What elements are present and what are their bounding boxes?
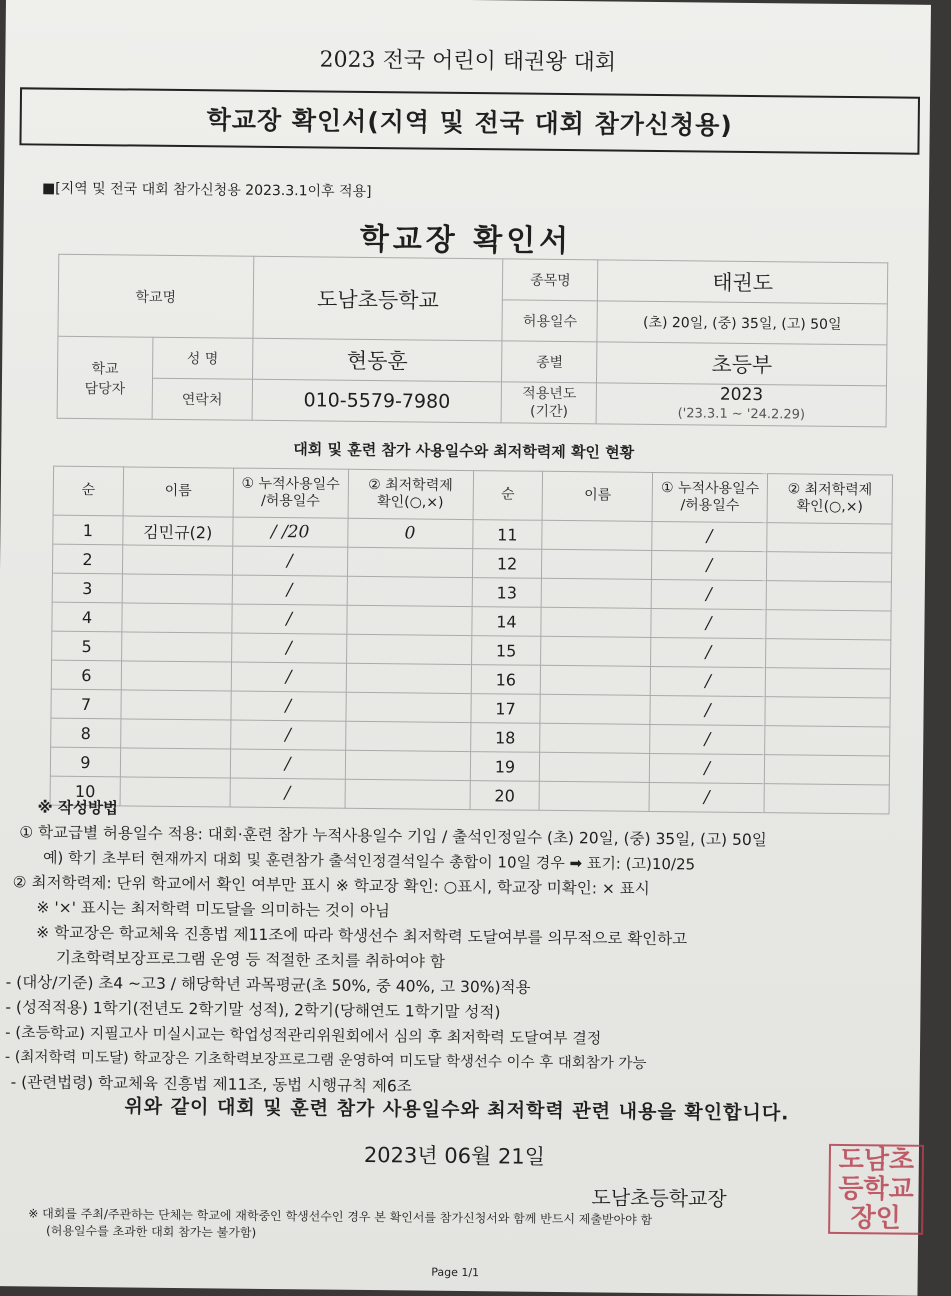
- row-check-right: [766, 610, 891, 640]
- row-no-right: 12: [472, 549, 542, 579]
- header-no: 순: [53, 466, 123, 516]
- row-days: /: [230, 720, 345, 750]
- note-line: ※ 학교장은 학교체육 진흥법 제11조에 따라 학생선수 최저학력 도달여부를 의무적으로 확인하고: [36, 923, 688, 949]
- row-no-right: 17: [470, 694, 540, 724]
- row-name-right: [541, 607, 651, 637]
- row-no-right: 14: [471, 607, 541, 637]
- row-no-right: 20: [470, 781, 540, 811]
- row-check-right: [767, 552, 892, 582]
- row-name-right: [542, 520, 652, 550]
- event-title: 2023 전국 어린이 태권왕 대회: [319, 47, 617, 76]
- row-days-right: /: [649, 782, 764, 812]
- allowed-value: (초) 20일, (중) 35일, (고) 50일: [597, 301, 887, 345]
- issue-date: 2023년 06월 21일: [363, 1142, 546, 1169]
- row-no: 2: [52, 544, 122, 574]
- row-no: 4: [52, 602, 122, 632]
- row-name-right: [540, 694, 650, 724]
- row-check: [346, 663, 471, 693]
- contact-label: 연락처: [152, 378, 252, 420]
- row-days-right: /: [652, 521, 767, 551]
- row-check: [347, 547, 472, 577]
- header-name-right: 이름: [542, 471, 652, 521]
- row-days: /: [230, 778, 345, 808]
- row-days: /: [232, 604, 347, 634]
- sport-label: 종목명: [503, 259, 598, 301]
- row-name: [121, 661, 231, 691]
- header-no-right: 순: [473, 471, 543, 521]
- row-check: [347, 576, 472, 606]
- note-line: 예) 학기 초부터 현재까지 대회 및 훈련참가 출석인정결석일수 총합이 10일 경우 ➡ 표기: (고)10/25: [42, 848, 696, 874]
- school-label: 학교명: [58, 254, 254, 338]
- header-check: ② 최저학력제 확인(○,×): [348, 469, 473, 519]
- row-no-right: 13: [472, 578, 542, 608]
- row-days-right: /: [650, 695, 765, 725]
- row-days-right: /: [650, 666, 765, 696]
- footnote-line: (허용일수를 초과한 대회 참가는 불가함): [46, 1223, 257, 1240]
- row-check-right: [766, 581, 891, 611]
- row-check-right: [765, 726, 890, 756]
- row-name-right: [540, 723, 650, 753]
- row-name-right: [542, 578, 652, 608]
- table-title: 대회 및 훈련 참가 사용일수와 최저학력제 확인 현황: [293, 440, 635, 462]
- row-check-right: [765, 668, 890, 698]
- page-number: Page 1/1: [431, 1265, 480, 1280]
- row-name: [122, 574, 232, 604]
- row-check-right: [764, 755, 889, 785]
- note-line: - (성적적용) 1학기(전년도 2학기말 성적), 2학기(당해연도 1학기말 성적): [5, 998, 501, 1022]
- row-check-right: [766, 639, 891, 669]
- header-check-right: ② 최저학력제 확인(○,×): [767, 474, 892, 524]
- row-days-right: /: [650, 724, 765, 754]
- row-no: 7: [51, 689, 121, 719]
- row-days: /: [232, 575, 347, 605]
- note-line: - (초등학교) 지필고사 미실시교는 학업성적관리위원회에서 심의 후 최저학력 도달여부 결정: [5, 1023, 602, 1048]
- row-check: [346, 605, 471, 635]
- row-days: / /20: [233, 517, 348, 547]
- row-no-right: 18: [470, 723, 540, 753]
- row-name: 김민규(2): [123, 516, 233, 546]
- row-check: 0: [347, 518, 472, 548]
- row-check: [346, 634, 471, 664]
- row-no: 8: [51, 718, 121, 748]
- row-name-right: [540, 752, 650, 782]
- note-line: ① 학교급별 허용일수 적용: 대회·훈련 참가 누적사용일수 기입 / 출석인정일수 (초) 20일, (중) 35일, (고) 50일: [19, 823, 767, 850]
- row-days: /: [231, 691, 346, 721]
- note-line: ※ '×' 표시는 최저학력 미도달을 의미하는 것이 아님: [36, 898, 391, 921]
- row-check: [345, 750, 470, 780]
- header-days-right: ① 누적사용일수 /허용일수: [652, 472, 767, 522]
- row-no-right: 11: [472, 520, 542, 550]
- row-no-right: 15: [471, 636, 541, 666]
- division-value: 초등부: [597, 342, 887, 386]
- row-days: /: [232, 546, 347, 576]
- row-name: [122, 545, 232, 575]
- row-no: 1: [53, 515, 123, 545]
- row-no: 3: [52, 573, 122, 603]
- name-value: 현동훈: [252, 338, 502, 382]
- header-days: ① 누적사용일수 /허용일수: [233, 468, 348, 518]
- note-line: - (대상/기준) 초4 ~고3 / 해당학년 과목평균(초 50%, 중 40%, 고 30%)적용: [5, 973, 531, 997]
- row-no-right: 19: [470, 752, 540, 782]
- note-line: ※ 작성방법: [37, 798, 118, 818]
- row-name: [121, 690, 231, 720]
- row-check: [346, 692, 471, 722]
- doc-title: 학교장 확인서: [359, 221, 573, 260]
- row-check: [345, 721, 470, 751]
- row-name: [121, 632, 231, 662]
- footnote-line: ※ 대회를 주최/주관하는 단체는 학교에 재학중인 학생선수인 경우 본 확인서를 참가신청서와 함께 반드시 제출받아야 함: [28, 1206, 653, 1227]
- row-no: 10: [50, 776, 120, 806]
- row-check-right: [765, 697, 890, 727]
- row-name-right: [541, 665, 651, 695]
- row-name-right: [541, 636, 651, 666]
- row-name: [122, 603, 232, 633]
- note-line: - (관련법령) 학교체육 진흥법 제11조, 동법 시행규칙 제6조: [10, 1073, 412, 1096]
- name-label: 성 명: [152, 337, 252, 379]
- info-table: [57, 254, 889, 428]
- sub-note: ■[지역 및 전국 대회 참가신청용 2023.3.1이후 적용]: [41, 180, 372, 200]
- row-no-right: 16: [471, 665, 541, 695]
- school-value: 도남초등학교: [253, 256, 504, 341]
- manager-label: 학교 담당자: [57, 336, 153, 419]
- row-check-right: [767, 523, 892, 553]
- row-days-right: /: [651, 608, 766, 638]
- row-name: [120, 748, 230, 778]
- division-label: 종별: [502, 341, 597, 383]
- row-days: /: [230, 749, 345, 779]
- row-name: [121, 719, 231, 749]
- confirm-text: 위와 같이 대회 및 훈련 참가 사용일수와 최저학력 관련 내용을 확인합니다.: [124, 1095, 790, 1125]
- row-days-right: /: [652, 550, 767, 580]
- row-no: 6: [51, 660, 121, 690]
- row-days: /: [231, 633, 346, 663]
- year-period: ('23.3.1 ~ '24.2.29): [677, 406, 806, 423]
- header-box: 학교장 확인서(지역 및 전국 대회 참가신청용): [19, 87, 920, 154]
- row-days-right: /: [651, 579, 766, 609]
- header-name: 이름: [123, 467, 233, 517]
- row-days-right: /: [651, 637, 766, 667]
- school-seal: 도남초 등학교 장인: [828, 1144, 924, 1235]
- footnote: [28, 1205, 908, 1248]
- row-no: 9: [50, 747, 120, 777]
- year-label: 적용년도 (기간): [502, 382, 597, 424]
- notes-section: [5, 795, 928, 1105]
- note-line: - (최저학력 미도달) 학교장은 기초학력보장프로그램 운영하여 미도달 학생선수 이수 후 대회참가 가능: [4, 1049, 647, 1072]
- contact-value: 010-5579-7980: [252, 379, 502, 423]
- note-line: 기초학력보장프로그램 운영 등 적절한 조치를 취하여야 함: [55, 948, 445, 971]
- row-name-right: [542, 549, 652, 579]
- principal-name: 도남초등학교장: [591, 1185, 727, 1211]
- row-days: /: [231, 662, 346, 692]
- row-no: 5: [52, 631, 122, 661]
- row-days-right: /: [650, 753, 765, 783]
- note-line: ② 최저학력제: 단위 학교에서 확인 여부만 표시 ※ 학교장 확인: ○표시, 학교장 미확인: × 표시: [12, 873, 650, 898]
- sport-value: 태권도: [598, 260, 888, 304]
- allowed-label: 허용일수: [502, 300, 597, 342]
- year-value: 2023: [719, 384, 764, 406]
- usage-table: [50, 466, 894, 815]
